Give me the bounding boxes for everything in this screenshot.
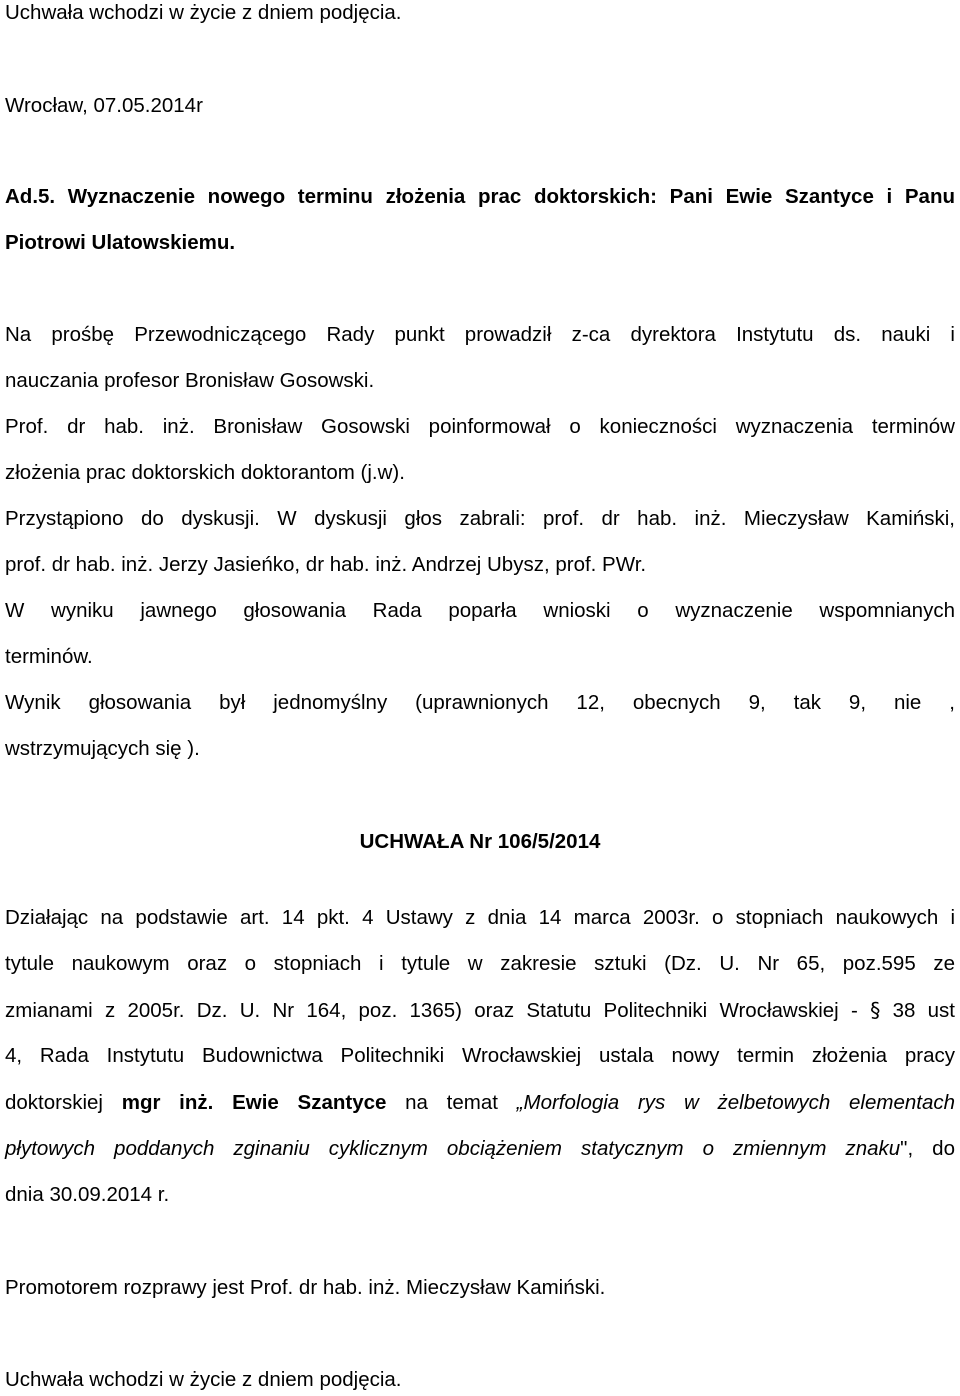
intro-line-1: Na prośbę Przewodniczącego Rady punkt prowadził z-ca dyrektora Instytutu ds. nauki i: [5, 323, 955, 346]
resolution-line-2: tytule naukowym oraz o stopniach i tytule w zakresie sztuki (Dz. U. Nr 65, poz.595 ze: [5, 952, 955, 975]
candidate-name: Ewie Szantyce: [232, 1091, 387, 1114]
resolution-line-4: 4, Rada Instytutu Budownictwa Politechniki Wrocławskiej ustala nowy termin złożenia pracy: [5, 1044, 955, 1067]
thesis-title-part-1: „Morfologia rys w żelbetowych elementach: [516, 1091, 956, 1114]
resolution-line-6-tail: ", do: [900, 1137, 955, 1160]
vote-result-line-1: W wyniku jawnego głosowania Rada poparła wnioski o wyznaczenie wspomnianych: [5, 599, 955, 622]
resolution-line-6: [5, 1139, 955, 1160]
agenda-heading-line-2: Piotrowi Ulatowskiemu.: [5, 231, 236, 254]
vote-tally-line-1: Wynik głosowania był jednomyślny (uprawnionych 12, obecnych 9, tak 9, nie ,: [5, 691, 955, 714]
candidate-degree: mgr inż.: [121, 1091, 214, 1114]
promoter-line: Promotorem rozprawy jest Prof. dr hab. inż. Mieczysław Kamiński.: [5, 1276, 606, 1299]
intro-line-2: nauczania profesor Bronisław Gosowski.: [5, 369, 375, 392]
resolution-line-5-pre: doktorskiej: [5, 1091, 103, 1114]
resolution-line-3-tail: 38 ust: [892, 999, 955, 1022]
section-sign: §: [870, 998, 881, 1022]
thesis-title-part-2: płytowych poddanych zginaniu cyklicznym obciążeniem statycznym o zmiennym znaku: [5, 1137, 901, 1160]
resolution-deadline: dnia 30.09.2014 r.: [5, 1183, 170, 1206]
resolution-line-3-text: zmianami z 2005r. Dz. U. Nr 164, poz. 1365) oraz Statutu Politechniki Wrocławskiej -: [5, 999, 858, 1022]
resolution-line-3: [5, 1000, 955, 1022]
resolution-line-5: [5, 1093, 955, 1114]
vote-tally-line-2: wstrzymujących się ).: [5, 737, 200, 760]
vote-result-line-2: terminów.: [5, 645, 93, 668]
discussion-line-1: Przystąpiono do dyskusji. W dyskusji głos zabrali: prof. dr hab. inż. Mieczysław Kamiński,: [5, 507, 955, 530]
discussion-line-2: prof. dr hab. inż. Jerzy Jasieńko, dr hab. inż. Andrzej Ubysz, prof. PWr.: [5, 553, 647, 576]
top-effective-note: Uchwała wchodzi w życie z dniem podjęcia.: [5, 1, 402, 24]
place-date: Wrocław, 07.05.2014r: [5, 94, 203, 117]
agenda-heading-line-1: Ad.5. Wyznaczenie nowego terminu złożenia prac doktorskich: Pani Ewie Szantyce i Panu: [5, 185, 955, 208]
bottom-effective-note: Uchwała wchodzi w życie z dniem podjęcia.: [5, 1368, 402, 1391]
resolution-line-1: Działając na podstawie art. 14 pkt. 4 Ustawy z dnia 14 marca 2003r. o stopniach naukowych i: [5, 906, 955, 929]
info-line-1: Prof. dr hab. inż. Bronisław Gosowski poinformował o konieczności wyznaczenia terminów: [5, 415, 955, 438]
resolution-title: UCHWAŁA Nr 106/5/2014: [359, 830, 601, 853]
info-line-2: złożenia prac doktorskich doktorantom (j.w).: [5, 461, 405, 484]
resolution-line-5-mid: na temat: [405, 1091, 498, 1114]
